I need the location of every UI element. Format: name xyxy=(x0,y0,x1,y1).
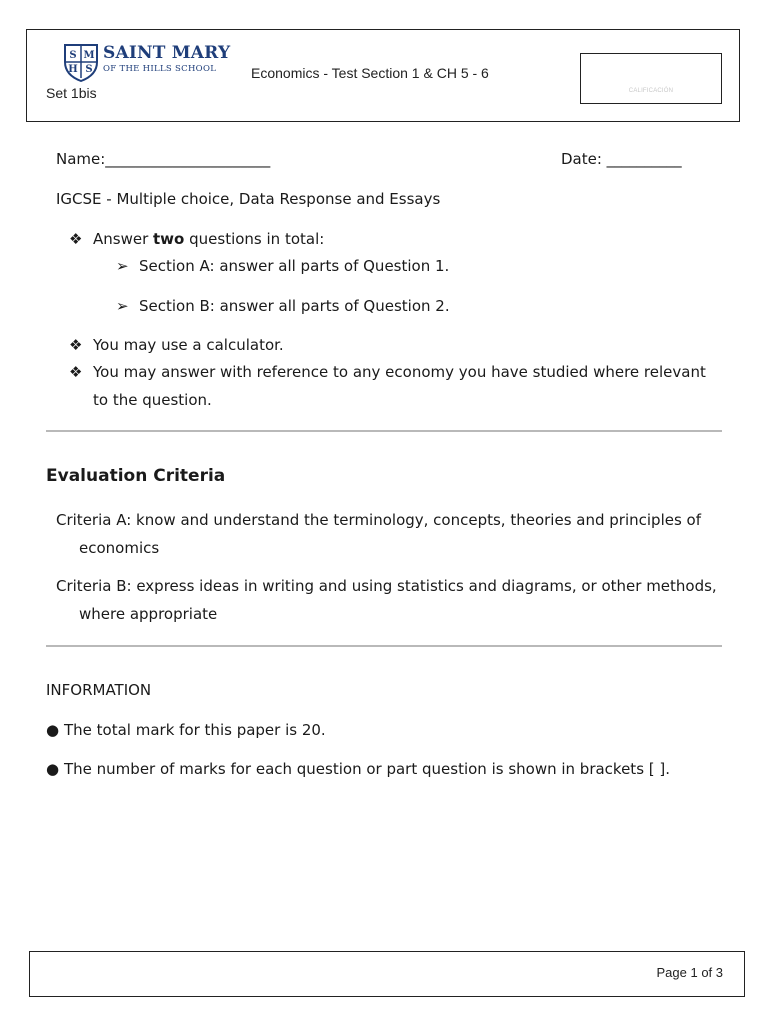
date-field: Date: __________ xyxy=(561,150,682,168)
instruction-answer xyxy=(93,230,324,248)
criteria-b-line1: Criteria B: express ideas in writing and using statistics and diagrams, or other methods, xyxy=(56,577,717,595)
name-field: Name:______________________ xyxy=(56,150,271,168)
svg-text:S: S xyxy=(85,64,93,75)
footer-box xyxy=(29,951,745,997)
information-heading: INFORMATION xyxy=(46,681,152,699)
criteria-b-line2: where appropriate xyxy=(79,605,218,623)
svg-text:M: M xyxy=(83,50,95,61)
svg-text:H: H xyxy=(68,64,78,75)
instruction-calculator: You may use a calculator. xyxy=(93,336,284,354)
information-item-total-mark: The total mark for this paper is 20. xyxy=(64,721,326,739)
set-label: Set 1bis xyxy=(46,85,97,101)
exam-type: IGCSE - Multiple choice, Data Response and Essays xyxy=(56,190,441,208)
instruction-section-b: Section B: answer all parts of Question 2. xyxy=(139,297,450,315)
school-logo xyxy=(61,42,231,82)
criteria-a-line2: economics xyxy=(79,539,160,557)
instruction-section-a: Section A: answer all parts of Question 1. xyxy=(139,257,450,275)
answer-prefix: Answer xyxy=(93,230,154,248)
answer-count: two xyxy=(153,230,185,248)
divider xyxy=(46,430,722,432)
grade-box xyxy=(580,53,722,104)
diamond-bullet-icon: ❖ xyxy=(69,336,83,354)
svg-text:S: S xyxy=(69,50,77,61)
dot-bullet-icon: ● xyxy=(46,721,60,739)
instruction-reference-line1: You may answer with reference to any economy you have studied where relevant xyxy=(93,363,706,381)
header-box xyxy=(26,29,740,122)
dot-bullet-icon: ● xyxy=(46,760,60,778)
diamond-bullet-icon: ❖ xyxy=(69,363,83,381)
page-number: Page 1 of 3 xyxy=(656,965,723,980)
test-title: Economics - Test Section 1 & CH 5 - 6 xyxy=(251,65,489,81)
arrow-bullet-icon: ➢ xyxy=(116,297,129,315)
evaluation-heading: Evaluation Criteria xyxy=(46,466,226,486)
logo-school-name: SAINT MARY xyxy=(103,43,231,63)
diamond-bullet-icon: ❖ xyxy=(69,230,83,248)
arrow-bullet-icon: ➢ xyxy=(116,257,129,275)
divider xyxy=(46,645,722,647)
information-item-marks-brackets: The number of marks for each question or part question is shown in brackets [ ]. xyxy=(64,760,671,778)
school-crest-icon xyxy=(61,42,101,82)
instruction-reference-line2: to the question. xyxy=(93,391,212,409)
grade-label: CALIFICACIÓN xyxy=(628,88,674,94)
logo-school-subtitle: OF THE HILLS SCHOOL xyxy=(103,64,217,74)
answer-suffix: questions in total: xyxy=(184,230,325,248)
criteria-a-line1: Criteria A: know and understand the terminology, concepts, theories and principles of xyxy=(56,511,702,529)
